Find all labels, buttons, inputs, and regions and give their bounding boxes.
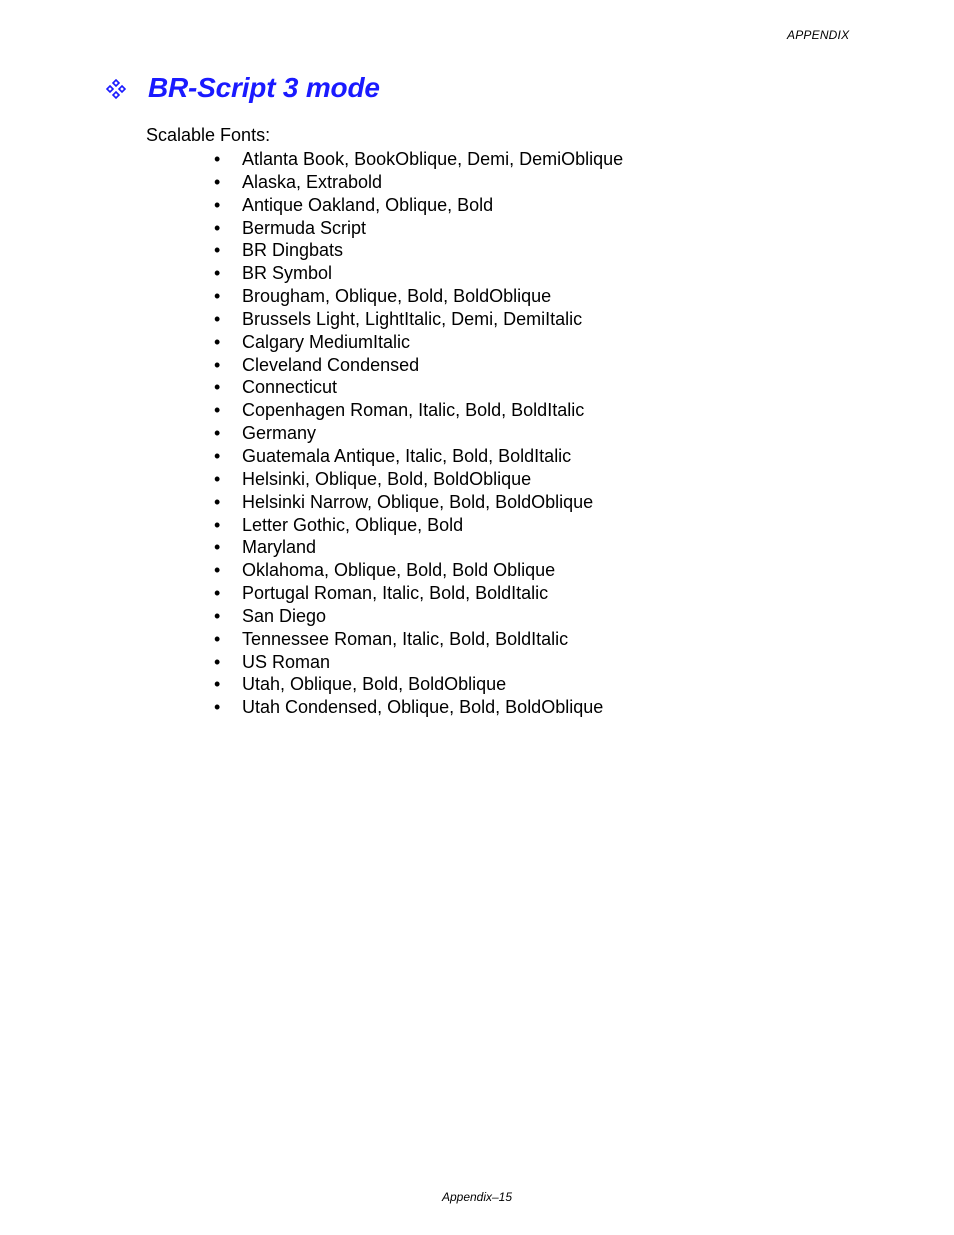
bullet-icon: • [214,651,221,672]
font-name: Tennessee Roman, Italic, Bold, BoldItalic [242,628,569,649]
bullet-icon: • [214,423,221,444]
bullet-icon: • [214,560,221,581]
section-heading [106,72,380,104]
bullet-icon: • [214,331,221,352]
font-name: Guatemala Antique, Italic, Bold, BoldItalic [242,445,572,466]
font-name: Cleveland Condensed [242,354,420,375]
font-name: Copenhagen Roman, Italic, Bold, BoldItalic [242,400,585,421]
four-diamond-icon [106,79,126,99]
font-name: Utah, Oblique, Bold, BoldOblique [242,674,507,695]
intro-text: Scalable Fonts: [146,125,271,145]
bullet-icon: • [214,674,221,695]
bullet-icon: • [214,537,221,558]
bullet-icon: • [214,149,221,169]
section-title: BR-Script 3 mode [148,72,380,103]
font-name: Alaska, Extrabold [242,171,383,192]
bullet-icon: • [214,468,221,489]
bullet-icon: • [214,217,221,238]
font-name: Oklahoma, Oblique, Bold, Bold Oblique [242,560,556,581]
bullet-icon: • [214,171,221,192]
font-name: Maryland [242,537,317,558]
font-name: BR Dingbats [242,240,344,261]
bullet-icon: • [214,491,221,512]
font-name: Connecticut [242,377,338,398]
font-name: Letter Gothic, Oblique, Bold [242,514,464,535]
font-name: San Diego [242,605,327,626]
font-name: Portugal Roman, Italic, Bold, BoldItalic [242,583,549,604]
bullet-icon: • [214,445,221,466]
font-name: Helsinki Narrow, Oblique, Bold, BoldOblique [242,491,594,512]
bullet-icon: • [214,377,221,398]
bullet-icon: • [214,400,221,421]
bullet-icon: • [214,628,221,649]
font-name: BR Symbol [242,263,333,284]
font-name: Antique Oakland, Oblique, Bold [242,194,494,215]
bullet-icon: • [214,605,221,626]
font-name: Calgary MediumItalic [242,331,411,352]
bullet-icon: • [214,308,221,329]
bullet-icon: • [214,240,221,261]
bullet-icon: • [214,263,221,284]
bullet-icon: • [214,514,221,535]
bullet-icon: • [214,583,221,604]
font-name: US Roman [242,651,331,672]
bullet-icon: • [214,194,221,215]
font-name: Germany [242,423,317,444]
bullet-icon: • [214,354,221,375]
font-name: Atlanta Book, BookOblique, Demi, DemiOblique [242,149,624,169]
running-header: APPENDIX [787,28,850,42]
font-name: Helsinki, Oblique, Bold, BoldOblique [242,468,532,489]
font-name: Brussels Light, LightItalic, Demi, DemiItalic [242,308,583,329]
font-name: Bermuda Script [242,217,367,238]
font-name: Utah Condensed, Oblique, Bold, BoldOblique [242,697,604,718]
font-name: Brougham, Oblique, Bold, BoldOblique [242,286,552,307]
bullet-icon: • [214,286,221,307]
bullet-icon: • [214,697,221,718]
page-number: Appendix–15 [441,1190,513,1204]
